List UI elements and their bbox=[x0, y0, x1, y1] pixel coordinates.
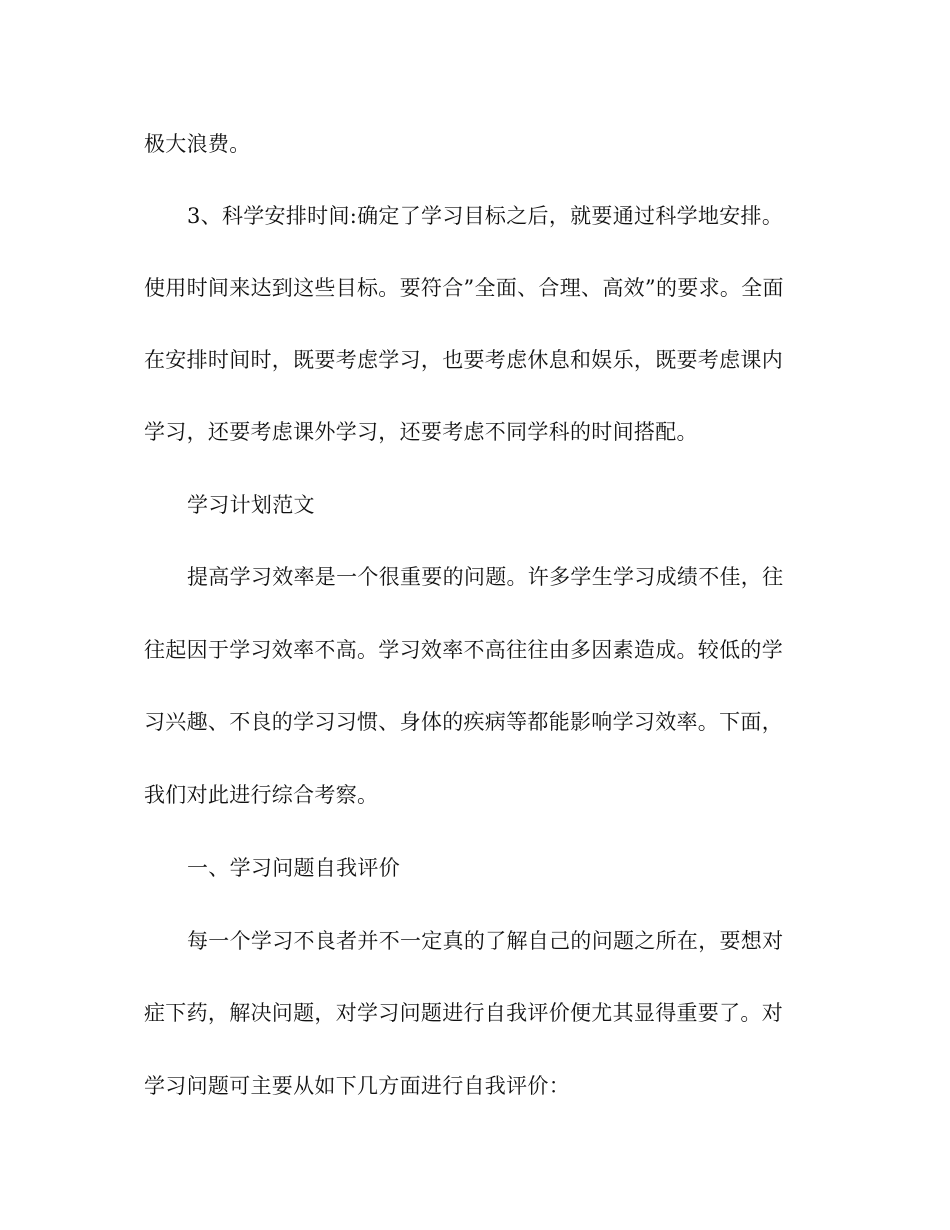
text-line: 3、科学安排时间:确定了学习目标之后，就要通过科学地安排。 bbox=[187, 204, 784, 228]
text-line: 极大浪费。 bbox=[144, 132, 251, 156]
text-line: 使用时间来达到这些目标。要符合”全面、合理、高效”的要求。全面 bbox=[144, 276, 784, 300]
text-line: 往起因于学习效率不高。学习效率不高往往由多因素造成。较低的学 bbox=[144, 638, 783, 662]
text-line: 学习问题可主要从如下几方面进行自我评价： bbox=[144, 1074, 570, 1098]
text-line: 我们对此进行综合考察。 bbox=[144, 783, 379, 807]
section-heading: 学习计划范文 bbox=[187, 493, 315, 517]
text-line: 在安排时间时，既要考虑学习，也要考虑休息和娱乐，既要考虑课内 bbox=[144, 348, 783, 372]
section-heading: 一、学习问题自我评价 bbox=[187, 856, 400, 880]
text-line: 提高学习效率是一个很重要的问题。许多学生学习成绩不佳，往 bbox=[187, 565, 784, 589]
text-line: 每一个学习不良者并不一定真的了解自己的问题之所在，要想对 bbox=[187, 929, 784, 953]
text-line: 学习，还要考虑课外学习，还要考虑不同学科的时间搭配。 bbox=[144, 420, 698, 444]
text-line: 习兴趣、不良的学习习惯、身体的疾病等都能影响学习效率。下面， bbox=[144, 710, 783, 734]
text-line: 症下药，解决问题，对学习问题进行自我评价便尤其显得重要了。对 bbox=[144, 1001, 783, 1025]
